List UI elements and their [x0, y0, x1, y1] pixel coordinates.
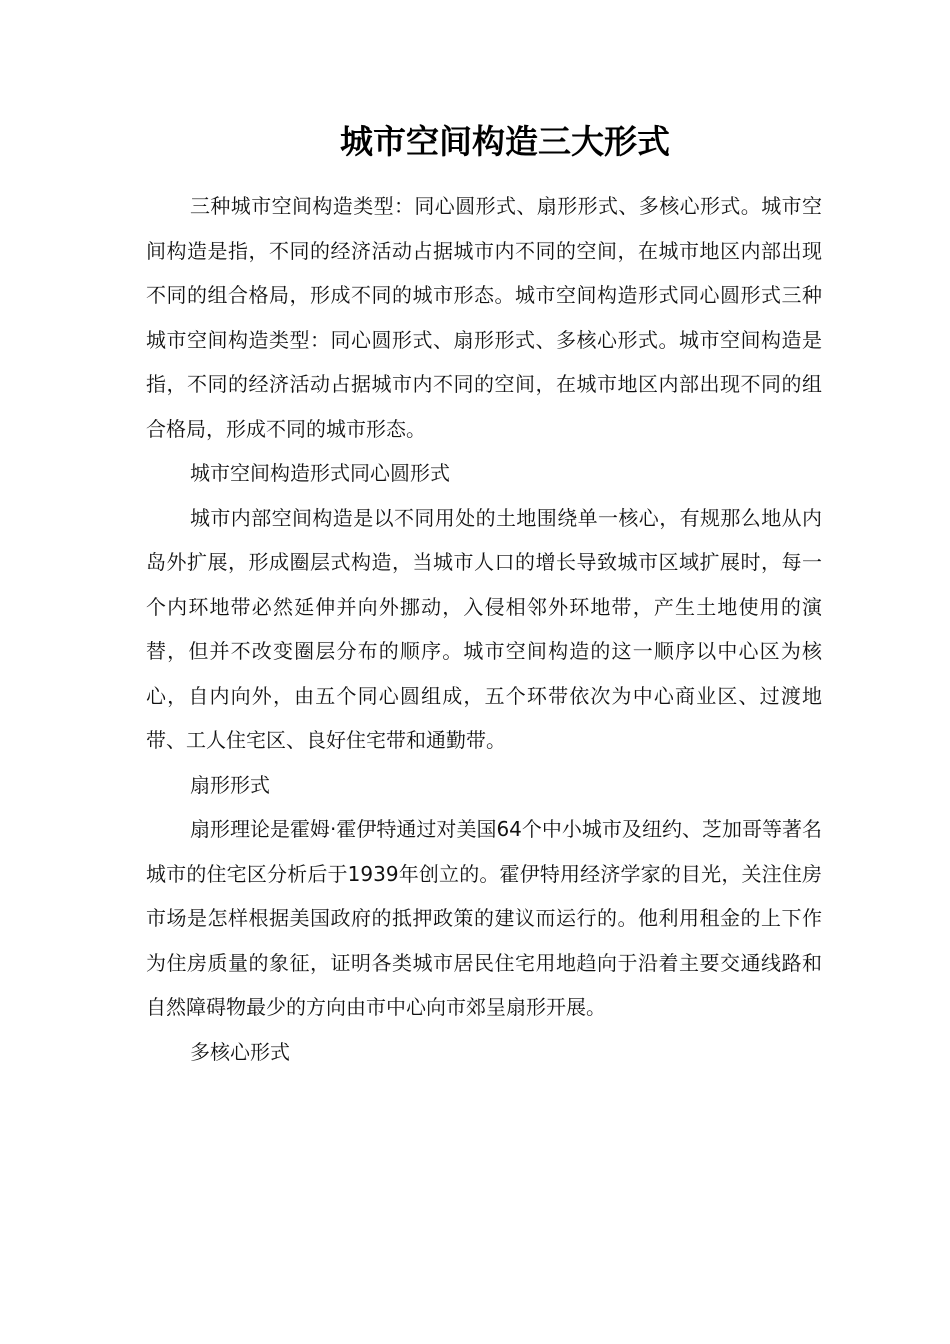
- document-title: 城市空间构造三大形式: [340, 122, 670, 161]
- section-heading-sector: 扇形形式: [190, 772, 270, 797]
- paragraph-intro: 三种城市空间构造类型：同心圆形式、扇形形式、多核心形式。城市空间构造是指，不同的经济活动占据城市内不同的空间，在城市地区内部出现不同的组合格局，形成不同的城市形态。城市空间构造形式同心圆形式三种城市空间构造类型：同心圆形式、扇形形式、多核心形式。城市空间构造是指，不同的经济活动占据城市内不同的空间，在城市地区内部出现不同的组合格局，形成不同的城市形态。: [146, 194, 822, 441]
- paragraph-sector: 扇形理论是霍姆·霍伊特通过对美国64个中小城市及纽约、芝加哥等著名城市的住宅区分析后于1939年创立的。霍伊特用经济学家的目光，关注住房市场是怎样根据美国政府的抵押政策的建议而运行的。他利用租金的上下作为住房质量的象征，证明各类城市居民住宅用地趋向于沿着主要交通线路和自然障碍物最少的方向由市中心向市郊呈扇形开展。: [146, 817, 822, 1019]
- section-heading-concentric: 城市空间构造形式同心圆形式: [190, 461, 450, 485]
- paragraph-concentric: 城市内部空间构造是以不同用处的土地围绕单一核心，有规那么地从内岛外扩展，形成圈层式构造，当城市人口的增长导致城市区域扩展时，每一个内环地带必然延伸并向外挪动，入侵相邻外环地带，产生土地使用的演替，但并不改变圈层分布的顺序。城市空间构造的这一顺序以中心区为核心，自内向外，由五个同心圆组成，五个环带依次为中心商业区、过渡地带、工人住宅区、良好住宅带和通勤带。: [146, 505, 822, 752]
- document-body: [146, 184, 822, 1074]
- section-heading-multi-nuclei: 多核心形式: [190, 1039, 290, 1064]
